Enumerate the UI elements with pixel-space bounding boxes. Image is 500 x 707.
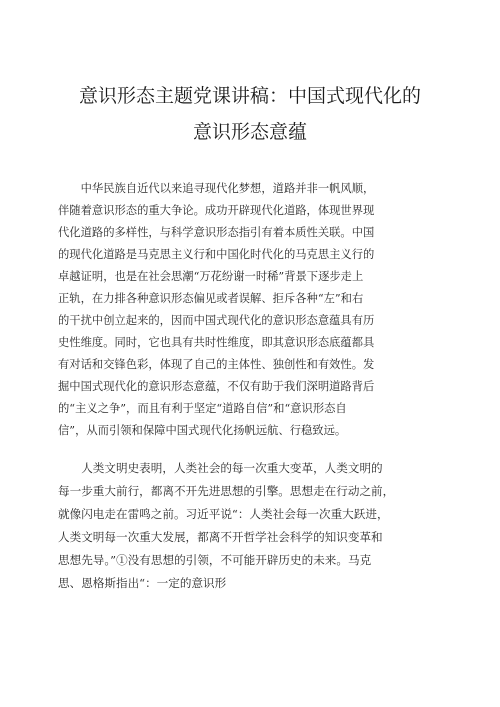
paragraph-line: 史性维度。同时，它也具有共时性维度，即其意识形态底蕴都具 — [58, 336, 375, 349]
paragraph-line: 就像闪电走在雷鸣之前。习近平说“：人类社会每一次重大跃进， — [58, 507, 389, 521]
document-title-line-1: 意识形态主题党课讲稿：中国式现代化的 — [78, 85, 421, 107]
paragraph-line: 中华民族自近代以来追寻现代化梦想，道路并非一帆风顺， — [58, 182, 375, 195]
paragraph-line: 的干扰中创立起来的，因而中国式现代化的意识形态意蕴具有历 — [58, 314, 375, 327]
paragraph-line: 思、恩格斯指出“：一定的意识形 — [58, 576, 227, 590]
document-title-line-2: 意识形态意蕴 — [192, 121, 307, 143]
paragraph-line: 掘中国式现代化的意识形态意蕴，不仅有助于我们深明道路背后 — [58, 380, 375, 393]
paragraph-line: 人类文明史表明，人类社会的每一次重大变革，人类文明的 — [58, 461, 383, 475]
paragraph-line: 卓越证明，也是在社会思潮“万花纷谢一时稀”背景下逐步走上 — [58, 270, 364, 283]
paragraph-line: 每一步重大前行，都离不开先进思想的引擎。思想走在行动之前， — [58, 484, 395, 498]
paragraph-line: 正轨，在力排各种意识形态偏见或者误解、拒斥各种“左”和右 — [58, 292, 364, 305]
paragraph-line: 代化道路的多样性，与科学意识形态指引有着本质性关联。中国 — [58, 226, 375, 239]
paragraph-line: 有对话和交锋色彩，体现了自己的主体性、独创性和有效性。发 — [58, 358, 375, 371]
paragraph-line: 伴随着意识形态的重大争论。成功开辟现代化道路，体现世界现 — [58, 204, 375, 217]
paragraph-line: 信”，从而引领和保障中国式现代化扬帆远航、行稳致远。 — [58, 424, 347, 437]
paragraph-line: 的现代化道路是马克思主义行和中国化时代化的马克思主义行的 — [58, 248, 375, 261]
paragraph-line: 人类文明每一次重大发展，都离不开哲学社会科学的知识变革和 — [58, 530, 383, 544]
paragraph-line: 思想先导。”①没有思想的引领，不可能开辟历史的未来。马克 — [58, 553, 372, 567]
paragraph-line: 的“主义之争”，而且有利于坚定“道路自信”和“意识形态自 — [58, 402, 347, 415]
